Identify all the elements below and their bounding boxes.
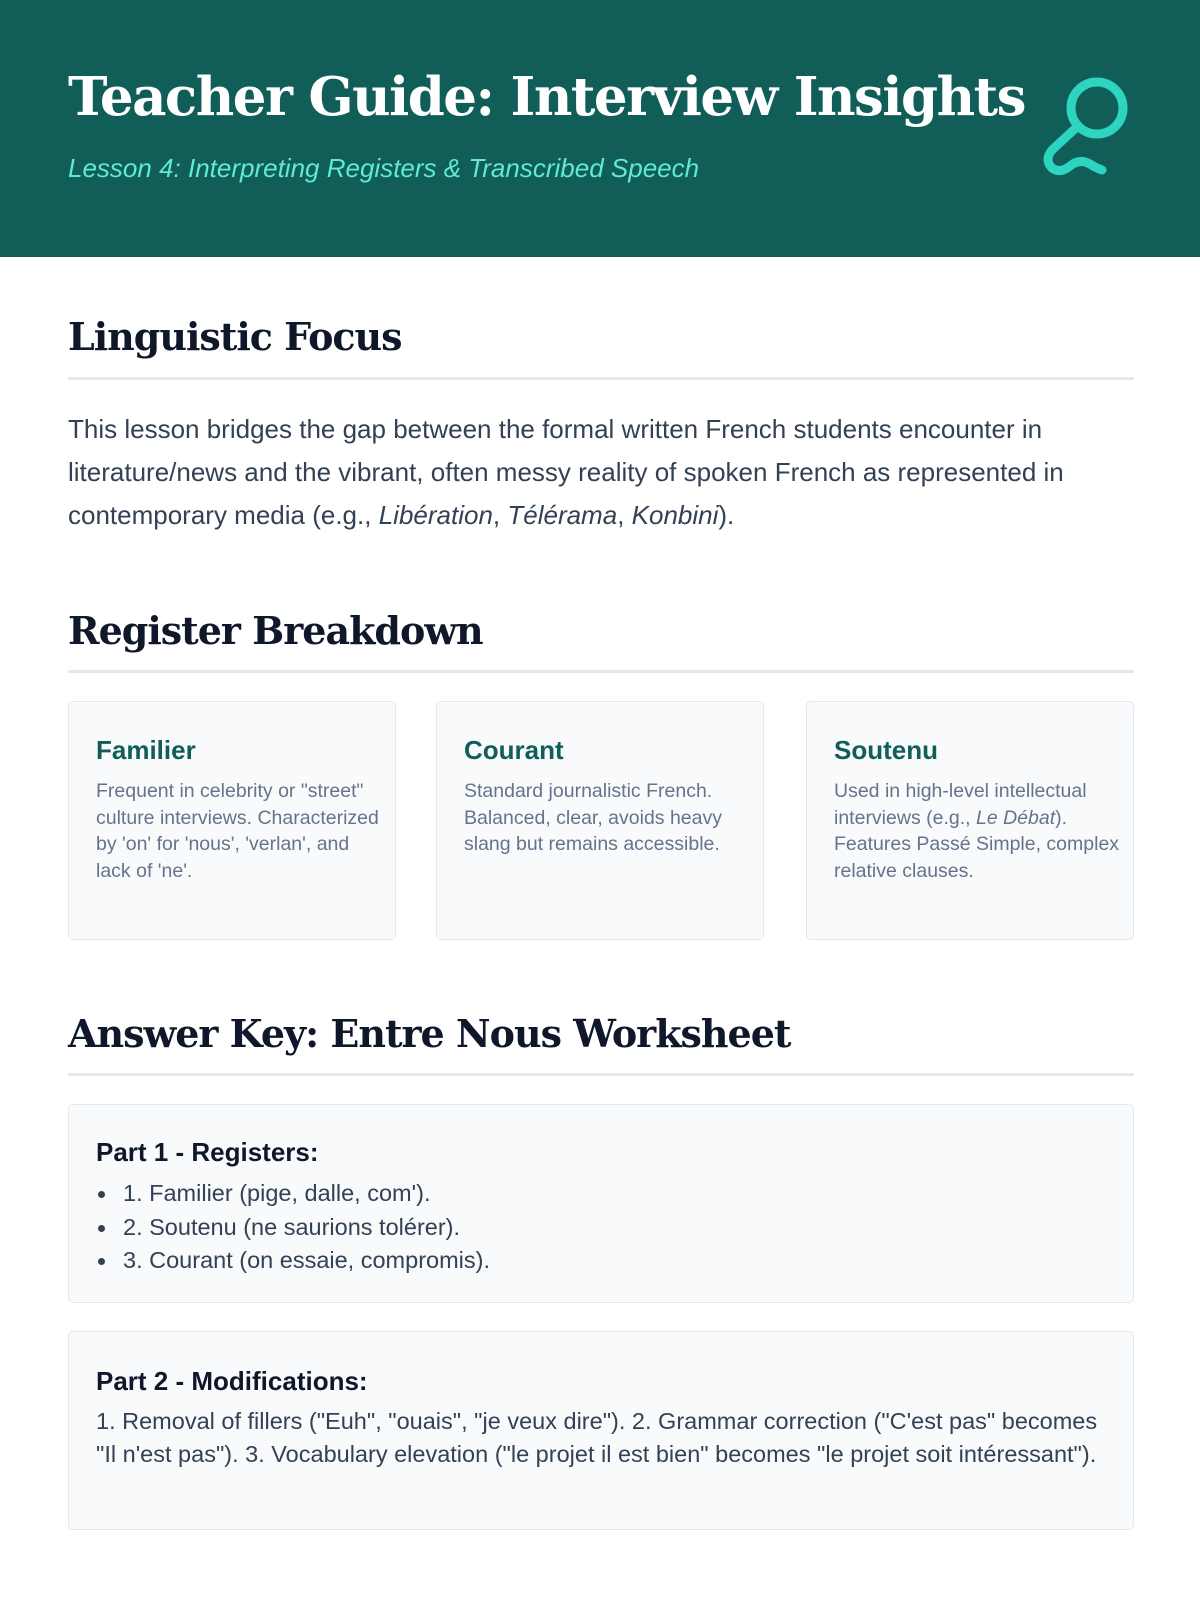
answer-part-2 — [68, 1331, 1134, 1530]
register-card-description: Used in high-level intellectual interviews (e.g., Le Débat). Features Passé Simple, complex relative clauses. — [834, 780, 1120, 882]
page-subtitle: Lesson 4: Interpreting Registers & Transcribed Speech — [68, 153, 700, 183]
answer-part-heading: Part 1 - Registers: — [96, 1137, 319, 1167]
microphone-icon — [1040, 76, 1130, 181]
media-name: Libération — [378, 500, 493, 530]
page-title: Teacher Guide: Interview Insights — [68, 66, 1025, 128]
register-card-soutenu — [806, 701, 1134, 940]
register-card-familier — [68, 701, 396, 940]
list-item: 2. Soutenu (ne saurions tolérer). — [96, 1211, 490, 1245]
register-card-description: Frequent in celebrity or "street" culture interviews. Characterized by 'on' for 'nous', 'verlan', and lack of 'ne'. — [96, 780, 379, 882]
answer-list — [96, 1177, 490, 1278]
register-card-title: Soutenu — [834, 735, 938, 765]
register-card-title: Courant — [464, 735, 564, 765]
list-item: 1. Familier (pige, dalle, com'). — [96, 1177, 490, 1211]
register-breakdown-heading: Register Breakdown — [68, 608, 483, 653]
answer-part-text: 1. Removal of fillers ("Euh", "ouais", "je veux dire"). 2. Grammar correction ("C'est pas" becomes "Il n'est pas"). 3. Vocabulary elevation ("le projet il est bien" becomes "le projet soit intéressant"). — [96, 1408, 1098, 1467]
answer-key-heading: Answer Key: Entre Nous Worksheet — [68, 1011, 791, 1056]
answer-part-1 — [68, 1104, 1134, 1303]
media-name: Konbini — [631, 500, 719, 530]
media-name: Télérama — [507, 500, 618, 530]
answer-part-heading: Part 2 - Modifications: — [96, 1366, 368, 1396]
section-divider — [68, 670, 1134, 673]
register-card-description: Standard journalistic French. Balanced, clear, avoids heavy slang but remains accessible. — [464, 780, 722, 855]
section-divider — [68, 377, 1134, 380]
list-item: 3. Courant (on essaie, compromis). — [96, 1244, 490, 1278]
linguistic-focus-heading: Linguistic Focus — [68, 314, 402, 359]
linguistic-focus-text: This lesson bridges the gap between the formal written French students encounter in literature/news and the vibrant, often messy reality of spoken French as represented in contemporary media (e.g., Libération, Télérama, Konbini). — [68, 414, 1064, 530]
register-card-courant — [436, 701, 764, 940]
section-divider — [68, 1073, 1134, 1076]
page-header — [0, 0, 1200, 257]
register-card-title: Familier — [96, 735, 196, 765]
